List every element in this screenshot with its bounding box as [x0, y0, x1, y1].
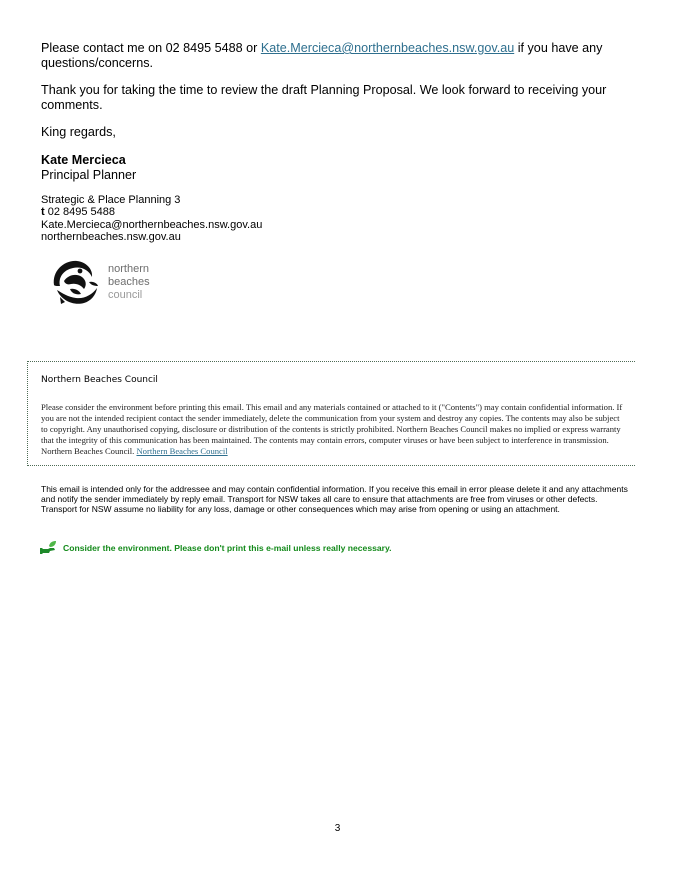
- nbc-footer-link[interactable]: Northern Beaches Council: [136, 446, 228, 456]
- phone-number: 02 8495 5488: [44, 206, 116, 219]
- signature-team: Strategic & Place Planning 3: [41, 194, 181, 206]
- contact-suffix: if you have any questions/concerns.: [41, 41, 603, 70]
- signature-website[interactable]: northernbeaches.nsw.gov.au: [41, 231, 181, 244]
- phone-label: t: [41, 206, 45, 219]
- contact-prefix: Please contact me on 02 8495 5488 or: [41, 41, 261, 55]
- environment-hand-leaf-icon: [40, 540, 57, 555]
- council-logo-text: [108, 263, 150, 302]
- closing-line: King regards,: [41, 125, 116, 139]
- thanks-paragraph: Thank you for taking the time to review the draft Planning Proposal. We look forward to receiving your comments.: [41, 83, 607, 112]
- nbc-footer-title: Northern Beaches Council: [41, 375, 158, 385]
- signature-name: Kate Mercieca: [41, 153, 126, 167]
- signature-phone: [41, 206, 262, 218]
- page-number: 3: [334, 823, 341, 834]
- nbc-disclaimer-text: Please consider the environment before printing this email. This email and any materials contained or attached to it ("Contents") may contain confidential information. If you are not the intended recipient contact the sender immediately, delete the communication from your system and destroy any copies. The contents may also be subject to copyright. Any unauthorised copying, disclosure or distribution of the contents is strictly prohibited. Northern Beaches Council makes no implied or express warranty that the integrity of this communication has been maintained. The contents may contain errors, computer viruses or have been subject to interference in transmission. Northern Beaches Council.: [41, 402, 623, 456]
- council-logo: [46, 255, 171, 313]
- signature-email[interactable]: Kate.Mercieca@northernbeaches.nsw.gov.au: [41, 218, 263, 231]
- logo-line-council: council: [108, 289, 143, 301]
- environment-notice: Consider the environment. Please don't print this e-mail unless really necessary.: [63, 543, 392, 553]
- signature-details: [41, 194, 262, 244]
- contact-email-link[interactable]: Kate.Mercieca@northernbeaches.nsw.gov.au: [260, 41, 515, 55]
- signature-title: Principal Planner: [41, 168, 137, 182]
- logo-line-northern: northern: [108, 263, 149, 275]
- contact-paragraph: [41, 41, 631, 71]
- logo-line-beaches: beaches: [108, 276, 150, 288]
- nbc-disclaimer: [41, 402, 626, 457]
- council-logo-icon: [46, 255, 104, 313]
- tfnsw-disclaimer: This email is intended only for the addressee and may contain confidential information. If you receive this email in error please delete it and any attachments and notify the sender immediately by reply email. Transport for NSW takes all care to ensure that attachments are free from viruses or other defects. Transport for NSW assume no liability for any loss, damage or other consequences which may arise from opening or using an attachment.: [41, 484, 628, 515]
